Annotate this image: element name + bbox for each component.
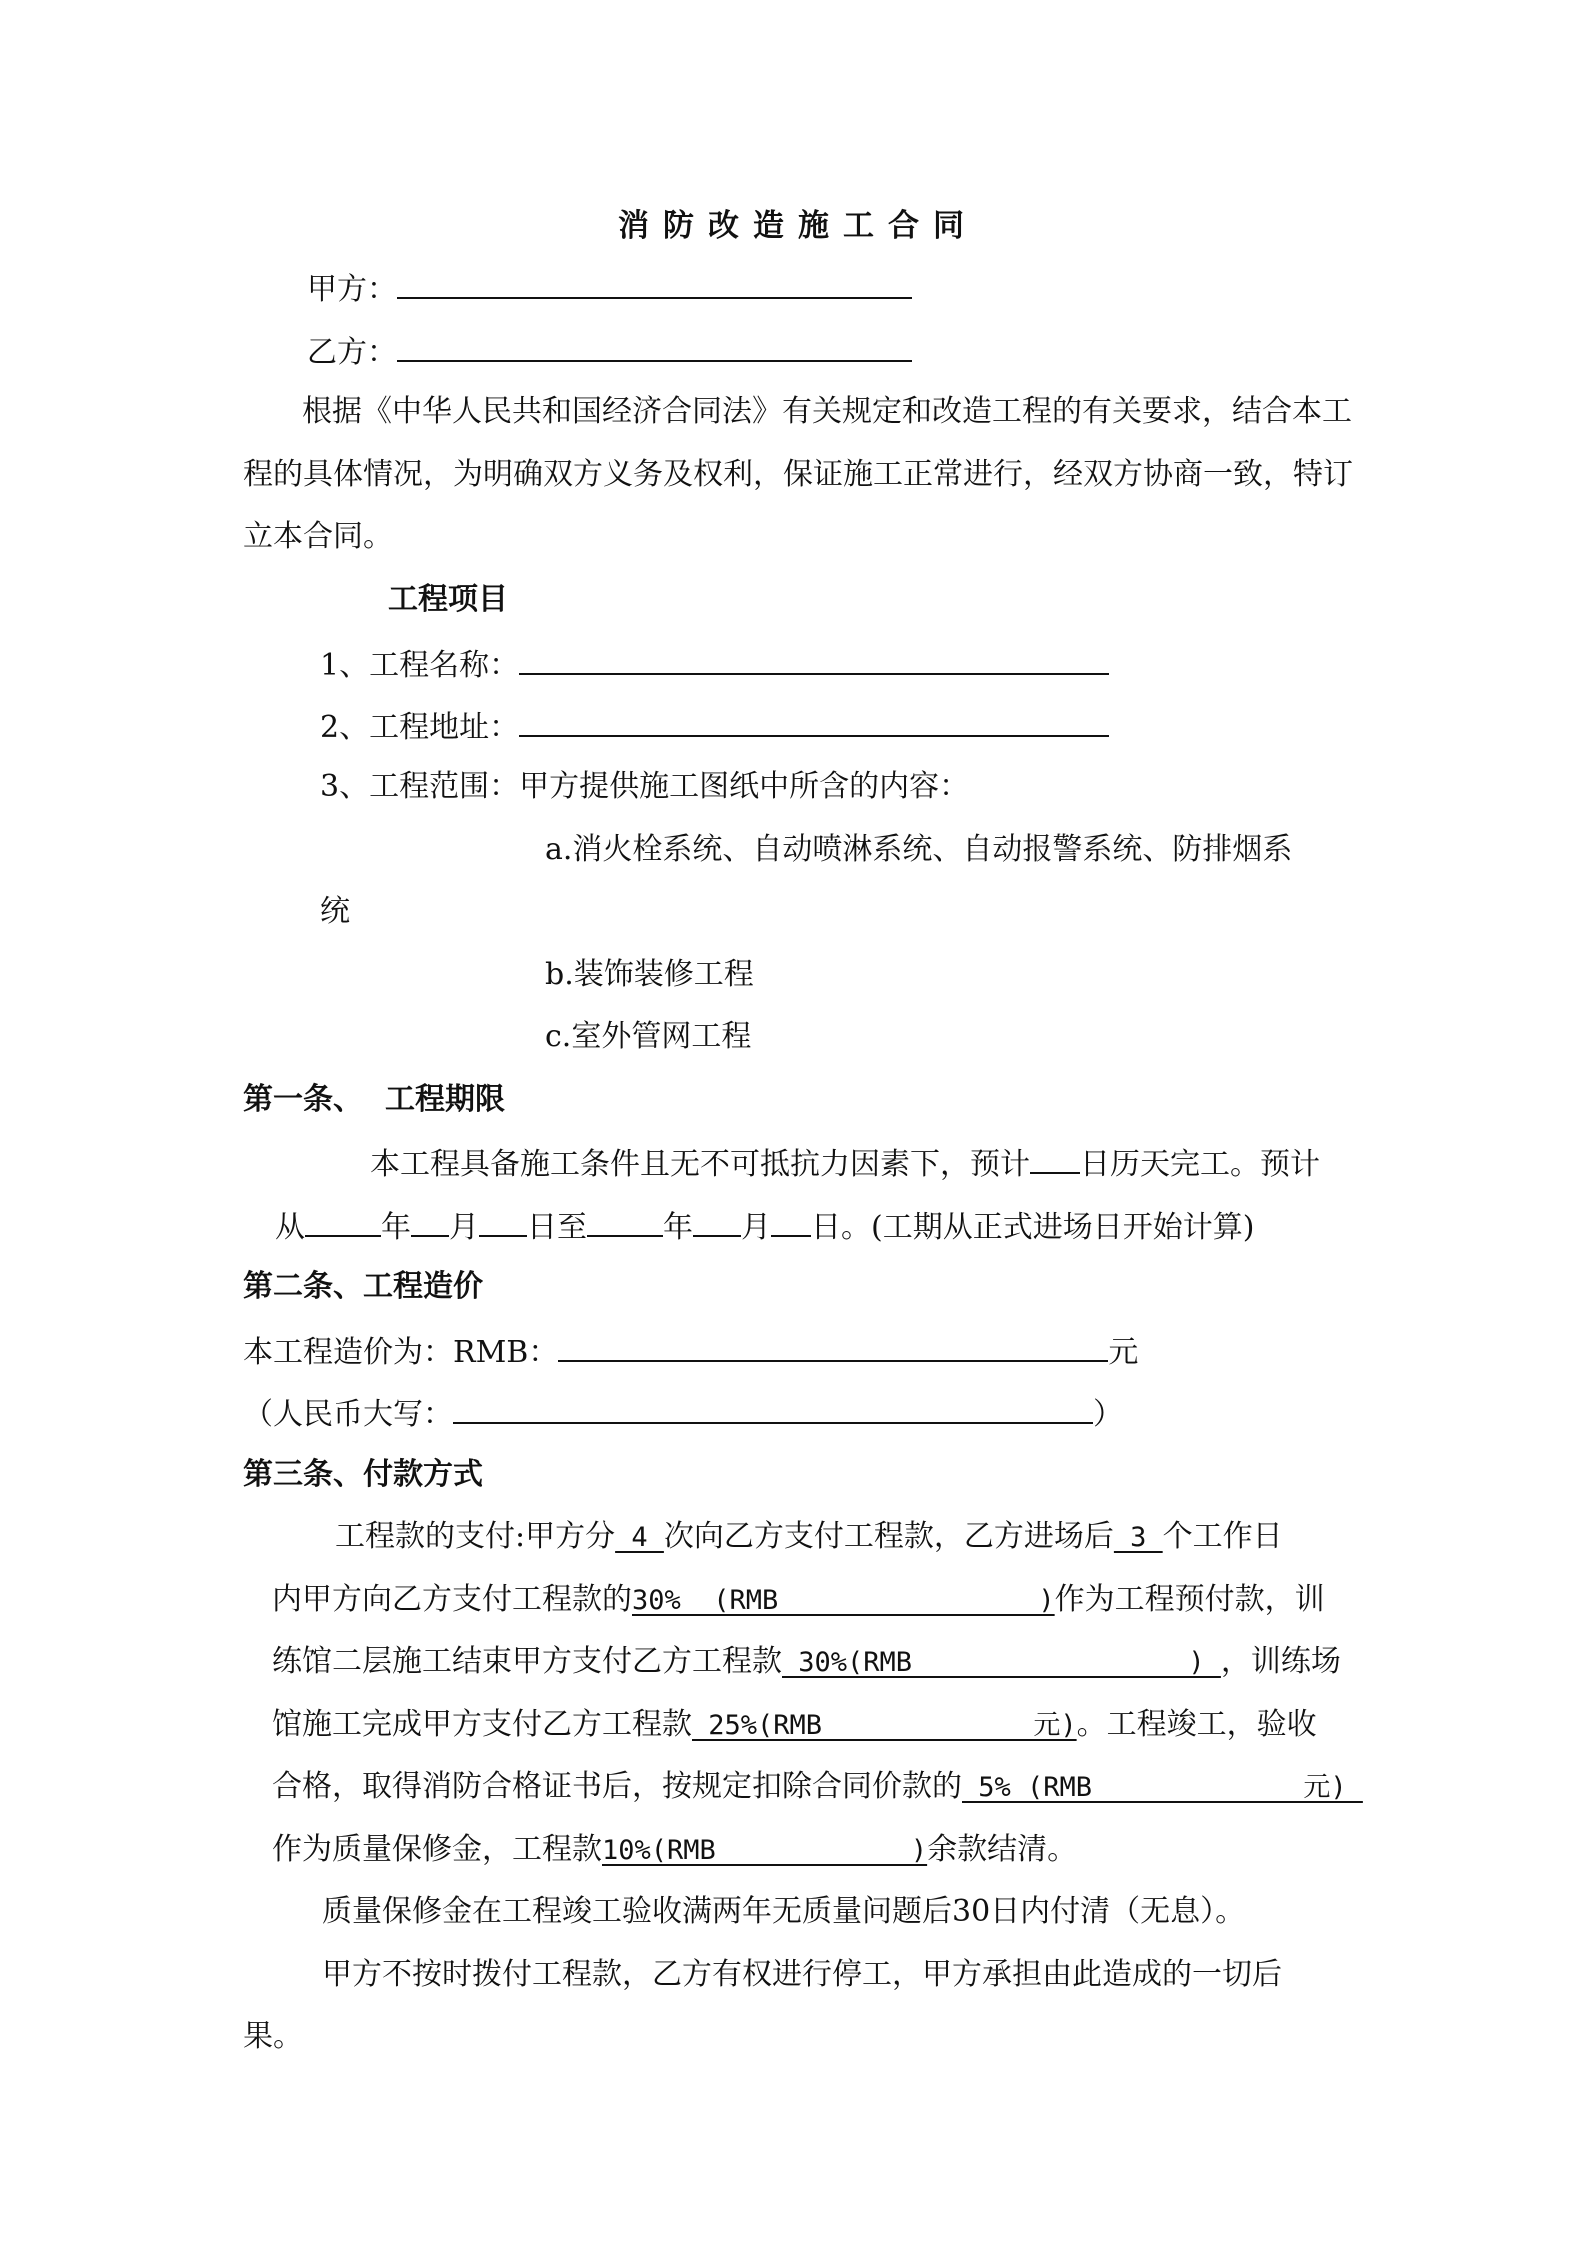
project-name-blank [519, 643, 1109, 675]
intro-line-2: 程的具体情况，为明确双方义务及权利，保证施工正常进行，经双方协商一致，特订 [243, 457, 1353, 492]
payment-line-2 [272, 1580, 1325, 1621]
article-3-heading: 第三条、付款方式 [243, 1457, 483, 1492]
payment-days: 3 [1113, 1522, 1163, 1553]
payment-text-1a: 工程款的支付:甲方分 [335, 1519, 616, 1554]
third-payment: 25%(RMB 元) [692, 1710, 1077, 1741]
end-year-blank [587, 1205, 663, 1237]
article-1-line-1 [370, 1142, 1320, 1185]
project-name-label: 1、工程名称： [320, 648, 520, 683]
article-2-heading: 第二条、工程造价 [243, 1269, 483, 1304]
late-payment-line-2: 果。 [243, 2019, 303, 2054]
party-b-label: 乙方： [307, 335, 397, 370]
article-1-number: 第一条、 [243, 1082, 363, 1117]
payment-text-6b: 余款结清。 [927, 1832, 1078, 1867]
start-day-blank [479, 1205, 527, 1237]
end-day-label: 日。(工期从正式进场日开始计算) [811, 1210, 1255, 1245]
payment-text-4b: 。工程竣工，验收 [1076, 1707, 1317, 1742]
project-heading: 工程项目 [388, 582, 508, 617]
final-payment: 10%(RMB ) [602, 1835, 928, 1866]
party-a-blank [397, 267, 912, 299]
contract-title: 消防改造施工合同 [618, 208, 978, 244]
end-month-blank [693, 1205, 741, 1237]
start-year-label: 年 [381, 1210, 411, 1245]
capital-close: ） [1093, 1397, 1123, 1432]
days-blank [1030, 1142, 1080, 1174]
payment-text-1b: 次向乙方支付工程款，乙方进场后 [663, 1519, 1114, 1554]
article-1-title: 工程期限 [385, 1082, 505, 1117]
project-scope-line: 3、工程范围：甲方提供施工图纸中所含的内容： [320, 769, 970, 804]
end-year-label: 年 [663, 1210, 693, 1245]
capital-blank [453, 1392, 1093, 1424]
article-1-text-a: 本工程具备施工条件且无不可抵抗力因素下，预计 [370, 1147, 1030, 1182]
start-month-blank [411, 1205, 449, 1237]
payment-text-4a: 馆施工完成甲方支付乙方工程款 [272, 1707, 692, 1742]
project-address-blank [519, 705, 1109, 737]
payment-text-2a: 内甲方向乙方支付工程款的 [272, 1582, 632, 1617]
project-address-line [320, 705, 1109, 748]
start-month-label: 月 [449, 1210, 479, 1245]
party-a-line [307, 267, 912, 310]
late-payment-line: 甲方不按时拨付工程款，乙方有权进行停工，甲方承担由此造成的一切后 [322, 1957, 1282, 1992]
payment-text-1c: 个工作日 [1162, 1519, 1283, 1554]
payment-text-2b: 作为工程预付款，训 [1054, 1582, 1325, 1617]
project-name-line [320, 643, 1109, 686]
scope-item-c: c.室外管网工程 [545, 1019, 752, 1054]
project-address-label: 2、工程地址： [320, 710, 520, 745]
payment-line-6 [272, 1830, 1077, 1871]
payment-text-3a: 练馆二层施工结束甲方支付乙方工程款 [272, 1644, 782, 1679]
payment-text-5a: 合格，取得消防合格证书后，按规定扣除合同价款的 [272, 1769, 962, 1804]
scope-item-b: b.装饰装修工程 [545, 957, 754, 992]
warranty-line: 质量保修金在工程竣工验收满两年无质量问题后30日内付清（无息）。 [322, 1894, 1246, 1929]
payment-line-1 [335, 1517, 1283, 1558]
party-b-line [307, 330, 912, 373]
advance-payment: 30% (RMB ) [632, 1585, 1055, 1616]
from-label: 从 [275, 1210, 305, 1245]
retention-payment: 5% (RMB 元) [962, 1772, 1363, 1803]
start-year-blank [305, 1205, 381, 1237]
payment-times: 4 [615, 1522, 664, 1553]
payment-text-6a: 作为质量保修金，工程款 [272, 1832, 602, 1867]
intro-line-3: 立本合同。 [243, 519, 393, 554]
end-day-blank [771, 1205, 811, 1237]
party-a-label: 甲方： [307, 272, 397, 307]
payment-line-5 [272, 1767, 1363, 1808]
article-1-line-2 [275, 1205, 1254, 1248]
article-1-text-b: 日历天完工。预计 [1080, 1147, 1320, 1182]
capital-label: （人民币大写： [243, 1397, 453, 1432]
intro-line-1: 根据《中华人民共和国经济合同法》有关规定和改造工程的有关要求，结合本工 [302, 394, 1352, 429]
price-label: 本工程造价为：RMB： [243, 1335, 559, 1370]
scope-item-a: a.消火栓系统、自动喷淋系统、自动报警系统、防排烟系 [545, 832, 1293, 867]
party-b-blank [397, 330, 912, 362]
scope-item-a-cont: 统 [320, 894, 350, 929]
payment-line-4 [272, 1705, 1317, 1746]
payment-text-3b: ，训练场 [1220, 1644, 1341, 1679]
article-1-heading [243, 1080, 505, 1120]
payment-line-3 [272, 1642, 1341, 1683]
capital-line [243, 1392, 1123, 1435]
price-line [243, 1330, 1138, 1373]
start-day-to-label: 日至 [527, 1210, 587, 1245]
second-payment: 30%(RMB ) [782, 1647, 1221, 1678]
price-blank [558, 1330, 1108, 1362]
end-month-label: 月 [741, 1210, 771, 1245]
price-unit: 元 [1108, 1335, 1139, 1370]
